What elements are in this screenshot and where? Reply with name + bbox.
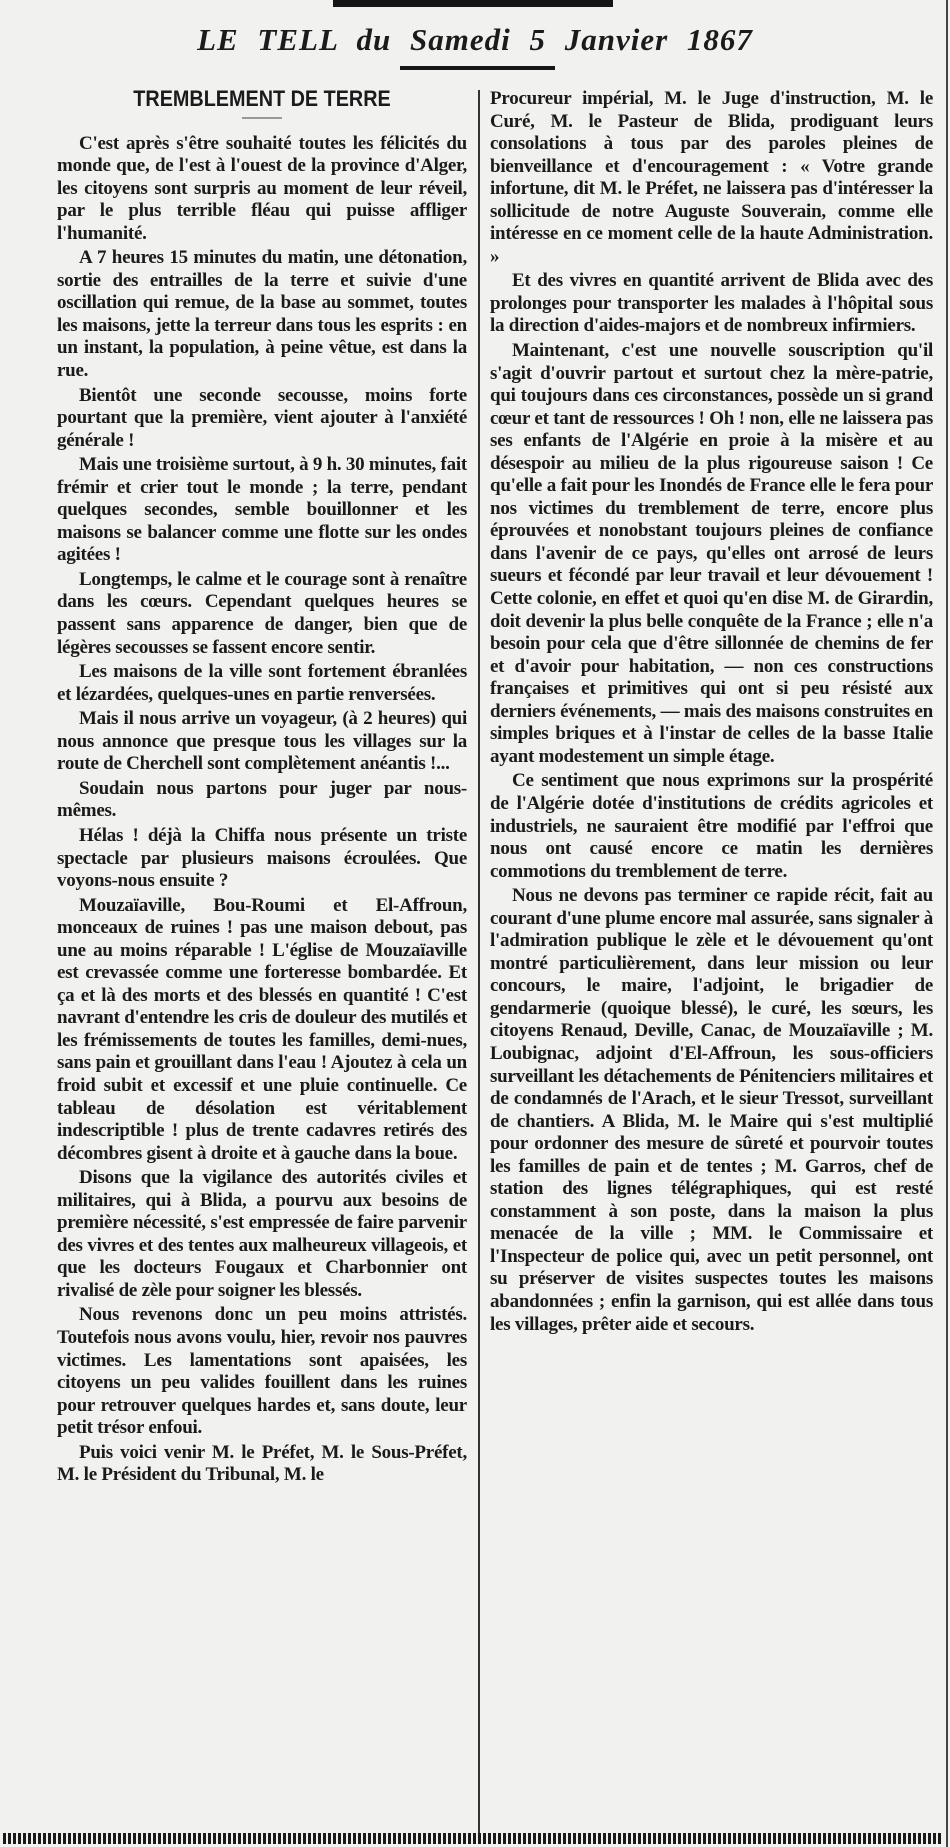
paragraph: Mais une troisième surtout, à 9 h. 30 minutes, fait frémir et crier tout le monde ; la terre, pendant quelques secondes, semble bouillonner et les maisons se balancer comme une flotte sur les ondes agitées ! (57, 454, 467, 566)
paragraph: A 7 heures 15 minutes du matin, une détonation, sortie des entrailles de la terre et suivie d'une oscillation qui remue, de la base au sommet, toutes les maisons, jette la terreur dans tous les esprits : en un instant, la population, à peine vêtue, est dans la rue. (57, 247, 467, 382)
right-column (490, 88, 933, 1338)
paragraph: Nous ne devons pas terminer ce rapide récit, fait au courant d'une plume encore mal assurée, sans signaler à l'admiration publique le zèle et le dévouement qu'ont montré particulièrement, dans leur mission ou leur concours, le maire, l'adjoint, le brigadier de gendarmerie (quoique blessé), le curé, les sœurs, les citoyens Renaud, Deville, Canac, de Mouzaïaville ; M. Loubignac, adjoint d'El-Affroun, les sous-officiers surveillant les détachements de Pénitenciers militaires et de condamnés de l'Arach, et le sieur Tressot, surveillant de chantiers. A Blida, M. le Maire qui s'est multiplié pour ordonner des mesure de sûreté et pourvoir toutes les familles de pain et de tentes ; M. Garros, chef de station des lignes télégraphiques, qui est resté constamment à son poste, dans la maison la plus menacée de la ville ; MM. le Commissaire et l'Inspecteur de police qui, avec un petit personnel, ont su préserver de visites suspectes toutes les maisons abandonnées ; enfin la garnison, qui est allée dans tous les villages, prêter aide et secours. (490, 885, 933, 1335)
paragraph: Procureur impérial, M. le Juge d'instruction, M. le Curé, M. le Pasteur de Blida, prodiguant leurs consolations à tous par des paroles pleines de bienveillance et d'encouragement : « Votre grande infortune, dit M. le Préfet, ne laissera pas d'intéresser la sollicitude de notre Auguste Souverain, comme elle intéresse en ce moment celle de la haute Administration. » (490, 88, 933, 267)
paragraph: Les maisons de la ville sont fortement ébranlées et lézardées, quelques-unes en partie renversées. (57, 661, 467, 705)
paragraph: Hélas ! déjà la Chiffa nous présente un triste spectacle par plusieurs maisons écroulées. Que voyons-nous ensuite ? (57, 824, 467, 892)
paragraph: C'est après s'être souhaité toutes les félicités du monde que, de l'est à l'ouest de la province d'Alger, les citoyens sont surpris au moment de leur réveil, par le plus terrible fléau qui puisse affliger l'humanité. (57, 132, 467, 244)
paragraph: Nous revenons donc un peu moins attristés. Toutefois nous avons voulu, hier, revoir nos pauvres victimes. Les lamentations sont apaisées, les citoyens un peu valides fouillent dans les ruines pour retrouver quelques hardes et, sans doute, leur petit trésor enfoui. (57, 1304, 467, 1439)
title-rule (242, 117, 282, 119)
paragraph: Longtemps, le calme et le courage sont à renaître dans les cœurs. Cependant quelques heures se passent sans apparence de danger, bien que de légères secousses se fassent encore sentir. (57, 568, 467, 658)
masthead-rule (400, 66, 555, 70)
paragraph: Mouzaïaville, Bou-Roumi et El-Affroun, monceaux de ruines ! pas une maison debout, pas une au moins réparable ! L'église de Mouzaïaville est crevassée comme une forteresse bombardée. Et ça et là des morts et des blessés en quantité ! C'est navrant d'entendre les cris de douleur des mutilés et les frémissements de toutes les familles, demi-nues, sans pain et grouillant dans l'eau ! Ajoutez à cela un froid subit et excessif et une pluie continuelle. Ce tableau de désolation est véritablement indescriptible ! plus de trente cadavres retirés des décombres gisent à droite et à gauche dans la boue. (57, 894, 467, 1164)
column-divider (478, 90, 480, 1840)
paragraph: Disons que la vigilance des autorités civiles et militaires, qui à Blida, a pourvu aux besoins de première nécessité, s'est empressée de faire parvenir des vivres et des tentes aux malheureux villageois, et que les docteurs Fougaux et Charbonnier ont rivalisé de zèle pour soigner les blessés. (57, 1167, 467, 1301)
paragraph: Mais il nous arrive un voyageur, (à 2 heures) qui nous annonce que presque tous les villages sur la route de Cherchell sont complètement anéantis !... (57, 708, 467, 775)
paragraph: Et des vivres en quantité arrivent de Blida avec des prolonges pour transporter les malades à l'hôpital sous la direction d'aides-majors et de nombreux infirmiers. (490, 270, 933, 337)
paragraph: Soudain nous partons pour juger par nous-mêmes. (57, 777, 467, 822)
bottom-rule (3, 1833, 941, 1844)
paragraph: Bientôt une seconde secousse, moins forte pourtant que la première, vient ajouter à l'anxiété générale ! (57, 384, 467, 451)
paragraph: Puis voici venir M. le Préfet, M. le Sous-Préfet, M. le Président du Tribunal, M. le (57, 1441, 467, 1486)
page-edge (946, 0, 948, 1847)
left-column (57, 88, 467, 1489)
paragraph: Maintenant, c'est une nouvelle souscription qu'il s'agit d'ouvrir partout et surtout chez la mère-patrie, qui toujours dans ces circonstances, possède un si grand cœur et tant de ressources ! Oh ! non, elle ne laissera pas ses enfants de l'Algérie en proie à la misère et au désespoir au milieu de la plus rigoureuse saison ! Ce qu'elle a fait pour les Inondés de France elle le fera pour nos victimes du tremblement de terre, encore plus éprouvées et nonobstant toujours pleines de confiance dans l'avenir de ce pays, qu'elles ont arrosé de leurs sueurs et fécondé par leur travail et leur dévouement ! Cette colonie, en effet et quoi qu'en dise M. de Girardin, doit devenir la plus belle conquête de la France ; elle n'a besoin pour cela que d'être sillonnée de chemins de fer et d'avoir pour habitation, — non ces constructions françaises et primitives qui ont si peu résisté aux derniers événements, — mais des maisons construites en simples briques et à l'instar de celles de la basse Italie ayant modestement un simple étage. (490, 340, 933, 767)
masthead: LE TELL du Samedi 5 Janvier 1867 (197, 22, 753, 57)
article-title: TREMBLEMENT DE TERRE (133, 86, 391, 111)
paragraph: Ce sentiment que nous exprimons sur la prospérité de l'Algérie dotée d'institutions de crédits agricoles et industriels, ne sauraient être modifié par l'effroi que nous ont causé encore ce matin les dernières commotions du tremblement de terre. (490, 770, 933, 882)
top-rule (333, 0, 613, 7)
